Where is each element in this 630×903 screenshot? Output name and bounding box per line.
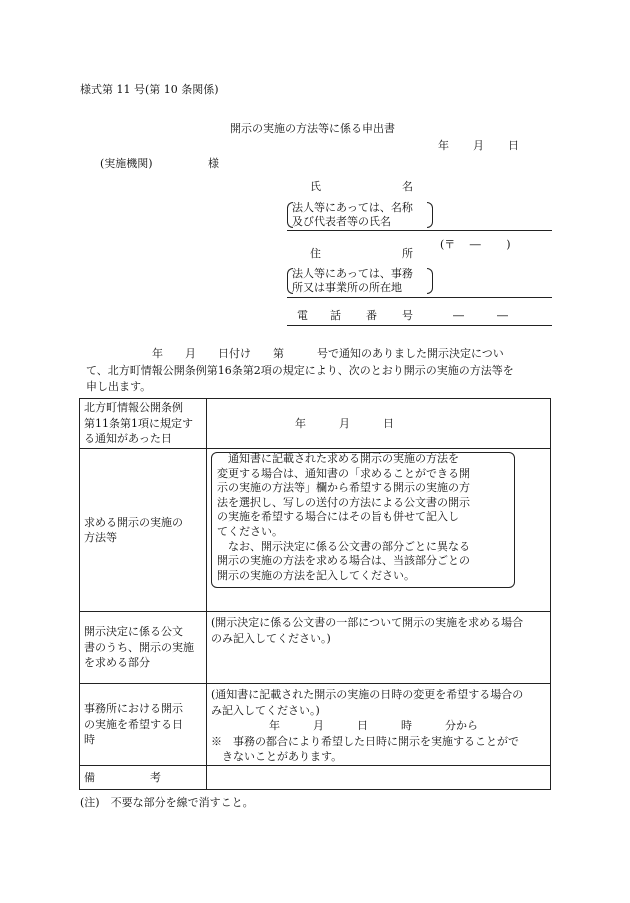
address-label-1: 住	[310, 247, 321, 260]
bracket-right	[427, 202, 433, 228]
label-line: 北方町情報公開条例	[84, 401, 183, 415]
note-line: の実施を希望する場合にはその旨も併せて記入し	[217, 510, 459, 524]
label-line: 時	[84, 733, 95, 747]
label-line: 求める開示の実施の	[84, 515, 183, 529]
agency-label: (実施機関)	[100, 157, 153, 170]
table-row-notice-date	[80, 399, 551, 449]
preferred-datetime-label	[80, 684, 207, 766]
corp-name-note-line1: 法人等にあっては、名称	[292, 201, 413, 214]
corp-address-note-line2: 所又は事業所の所在地	[292, 281, 402, 294]
note-line: のみ記入してください。)	[211, 631, 331, 645]
note-line: (開示決定に係る公文書の一部について開示の実施を求める場合	[211, 616, 524, 629]
note-line: 開示の実施の方法を求める場合は、当該部分ごとの	[217, 554, 470, 568]
date-year: 年	[438, 139, 449, 152]
notice-date-text: 年 月 日	[295, 416, 394, 430]
datetime-line: 年 月 日 時 分から	[269, 719, 478, 732]
note-line: み記入してください。)	[211, 703, 320, 717]
page-title: 開示の実施の方法等に係る申出書	[230, 122, 395, 135]
phone-label-4: 号	[402, 309, 413, 322]
address-label-2: 所	[402, 247, 413, 260]
note-line: 示の実施の方法等」欄から希望する開示の実施の方	[217, 481, 470, 495]
caution-line: ※ 事務の都合により希望した日時に開示を実施することがで	[211, 734, 519, 748]
method-value[interactable]	[207, 449, 551, 612]
corp-address-note	[292, 267, 413, 295]
name-underline	[287, 230, 552, 231]
remarks-value[interactable]	[207, 766, 551, 790]
label-line: 第11条第1項に規定す	[84, 416, 193, 430]
postal-code: (〒 ― )	[440, 238, 511, 251]
method-note	[217, 452, 517, 583]
table-row-remarks	[80, 766, 551, 790]
note-line: 法を選択し、写しの送付の方法による公文書の開示	[217, 495, 470, 509]
requested-part-value[interactable]	[207, 612, 551, 684]
table-row-method	[80, 449, 551, 612]
corp-address-note-line1: 法人等にあっては、事務	[292, 267, 413, 280]
note-line: 通知書に記載された求める開示の実施の方法を	[217, 452, 459, 465]
table-row-preferred-datetime	[80, 684, 551, 766]
date-day: 日	[508, 139, 519, 152]
label-line: 事務所における開示	[84, 702, 183, 716]
notice-date-label	[80, 399, 207, 449]
corp-name-note-line2: 及び代表者等の氏名	[292, 215, 391, 228]
intro-line-2: て、北方町情報公開条例第16条第2項の規定により、次のとおり開示の実施の方法等を	[86, 363, 514, 377]
address-underline	[287, 297, 552, 298]
intro-paragraph	[80, 346, 560, 396]
intro-line-3: 申し出ます。	[86, 380, 152, 394]
remarks-label: 備 考	[80, 766, 207, 790]
phone-label-1: 電	[297, 309, 308, 322]
note-line: (通知書に記載された開示の実施の日時の変更を希望する場合の	[211, 688, 524, 701]
application-table	[79, 398, 551, 790]
bracket-right	[427, 268, 433, 294]
note-line: てください。	[217, 524, 283, 538]
intro-line-1: 年 月 日付け 第 号で通知のありました開示決定につい	[152, 347, 504, 360]
note-line: 開示の実施の方法を記入してください。	[217, 568, 415, 582]
notice-date-value[interactable]	[207, 399, 551, 449]
honorific: 様	[208, 157, 219, 170]
phone-label-2: 話	[330, 309, 341, 322]
corp-name-note	[292, 201, 413, 229]
label-line: を求める部分	[84, 656, 150, 670]
label-line: 開示決定に係る公文	[84, 625, 183, 639]
phone-label-3: 番	[366, 309, 377, 322]
requested-part-label	[80, 612, 207, 684]
note-line: なお、開示決定に係る公文書の部分ごとに異なる	[217, 539, 470, 553]
label-line: 書のうち、開示の実施	[84, 640, 194, 654]
label-line: の実施を希望する日	[84, 717, 183, 731]
note-line: 変更する場合は、通知書の「求めることができる開	[217, 466, 470, 480]
table-row-requested-part	[80, 612, 551, 684]
name-label-1: 氏	[310, 180, 321, 193]
footnote: (注) 不要な部分を線で消すこと。	[80, 796, 254, 809]
phone-underline	[287, 325, 552, 326]
form-number: 様式第 11 号(第 10 条関係)	[80, 83, 219, 96]
label-line: る通知があった日	[84, 432, 172, 446]
date-month: 月	[473, 139, 484, 152]
label-line: 方法等	[84, 531, 117, 544]
method-label	[80, 449, 207, 612]
preferred-datetime-value[interactable]	[207, 684, 551, 766]
name-label-2: 名	[402, 180, 413, 193]
caution-line: きないことがあります。	[211, 750, 343, 763]
phone-dashes: ― ―	[453, 309, 508, 322]
